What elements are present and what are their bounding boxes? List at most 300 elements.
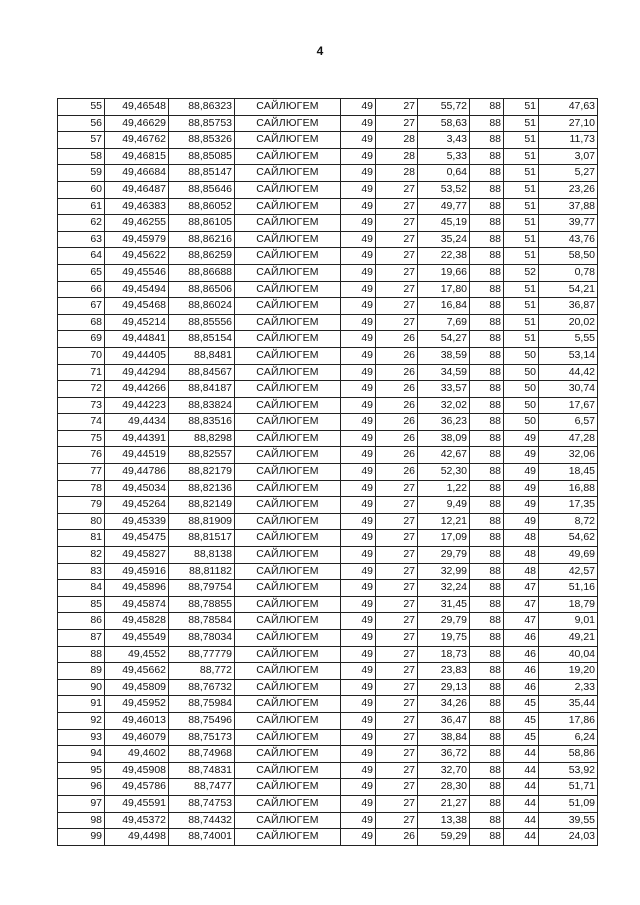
lon-deg-cell: 88 bbox=[470, 132, 504, 149]
table-row bbox=[58, 447, 598, 464]
latitude-cell: 49,45809 bbox=[105, 679, 169, 696]
area-name-cell: САЙЛЮГЕМ bbox=[235, 779, 341, 796]
lon-sec-cell: 54,62 bbox=[539, 530, 598, 547]
table-row bbox=[58, 132, 598, 149]
area-name-cell: САЙЛЮГЕМ bbox=[235, 331, 341, 348]
lon-deg-cell: 88 bbox=[470, 812, 504, 829]
lon-deg-cell: 88 bbox=[470, 447, 504, 464]
point-number-cell: 55 bbox=[58, 99, 105, 116]
lon-sec-cell: 8,72 bbox=[539, 513, 598, 530]
lat-min-cell: 26 bbox=[376, 414, 418, 431]
lat-min-cell: 27 bbox=[376, 663, 418, 680]
latitude-cell: 49,4552 bbox=[105, 646, 169, 663]
lat-sec-cell: 29,79 bbox=[418, 547, 470, 564]
lon-sec-cell: 19,20 bbox=[539, 663, 598, 680]
lon-deg-cell: 88 bbox=[470, 679, 504, 696]
area-name-cell: САЙЛЮГЕМ bbox=[235, 663, 341, 680]
longitude-cell: 88,78584 bbox=[169, 613, 235, 630]
lon-min-cell: 51 bbox=[504, 331, 539, 348]
lon-sec-cell: 16,88 bbox=[539, 480, 598, 497]
latitude-cell: 49,45874 bbox=[105, 596, 169, 613]
area-name-cell: САЙЛЮГЕМ bbox=[235, 165, 341, 182]
lat-sec-cell: 21,27 bbox=[418, 795, 470, 812]
lat-sec-cell: 12,21 bbox=[418, 513, 470, 530]
point-number-cell: 82 bbox=[58, 547, 105, 564]
lat-min-cell: 27 bbox=[376, 530, 418, 547]
lat-min-cell: 28 bbox=[376, 132, 418, 149]
table-row bbox=[58, 430, 598, 447]
lat-min-cell: 26 bbox=[376, 464, 418, 481]
lon-deg-cell: 88 bbox=[470, 148, 504, 165]
lon-min-cell: 51 bbox=[504, 99, 539, 116]
lon-deg-cell: 88 bbox=[470, 729, 504, 746]
point-number-cell: 80 bbox=[58, 513, 105, 530]
lon-min-cell: 48 bbox=[504, 530, 539, 547]
lat-deg-cell: 49 bbox=[341, 646, 376, 663]
lat-min-cell: 27 bbox=[376, 630, 418, 647]
point-number-cell: 83 bbox=[58, 563, 105, 580]
table-row bbox=[58, 547, 598, 564]
lat-min-cell: 27 bbox=[376, 613, 418, 630]
lon-deg-cell: 88 bbox=[470, 712, 504, 729]
lat-sec-cell: 38,59 bbox=[418, 347, 470, 364]
area-name-cell: САЙЛЮГЕМ bbox=[235, 464, 341, 481]
longitude-cell: 88,81182 bbox=[169, 563, 235, 580]
latitude-cell: 49,46548 bbox=[105, 99, 169, 116]
lon-min-cell: 51 bbox=[504, 148, 539, 165]
lat-sec-cell: 36,47 bbox=[418, 712, 470, 729]
lat-deg-cell: 49 bbox=[341, 696, 376, 713]
longitude-cell: 88,86259 bbox=[169, 248, 235, 265]
lon-deg-cell: 88 bbox=[470, 696, 504, 713]
lat-sec-cell: 42,67 bbox=[418, 447, 470, 464]
lat-sec-cell: 18,73 bbox=[418, 646, 470, 663]
lat-sec-cell: 53,52 bbox=[418, 181, 470, 198]
table-row bbox=[58, 148, 598, 165]
point-number-cell: 95 bbox=[58, 762, 105, 779]
lat-deg-cell: 49 bbox=[341, 530, 376, 547]
lat-sec-cell: 34,59 bbox=[418, 364, 470, 381]
area-name-cell: САЙЛЮГЕМ bbox=[235, 397, 341, 414]
point-number-cell: 87 bbox=[58, 630, 105, 647]
lon-sec-cell: 11,73 bbox=[539, 132, 598, 149]
longitude-cell: 88,85646 bbox=[169, 181, 235, 198]
lon-sec-cell: 18,45 bbox=[539, 464, 598, 481]
lon-sec-cell: 47,63 bbox=[539, 99, 598, 116]
lat-deg-cell: 49 bbox=[341, 148, 376, 165]
lon-min-cell: 45 bbox=[504, 712, 539, 729]
table-row bbox=[58, 563, 598, 580]
area-name-cell: САЙЛЮГЕМ bbox=[235, 812, 341, 829]
lon-deg-cell: 88 bbox=[470, 314, 504, 331]
area-name-cell: САЙЛЮГЕМ bbox=[235, 364, 341, 381]
lon-min-cell: 47 bbox=[504, 596, 539, 613]
lon-min-cell: 50 bbox=[504, 397, 539, 414]
lat-sec-cell: 32,24 bbox=[418, 580, 470, 597]
lat-deg-cell: 49 bbox=[341, 480, 376, 497]
lat-min-cell: 27 bbox=[376, 231, 418, 248]
lon-sec-cell: 27,10 bbox=[539, 115, 598, 132]
lon-deg-cell: 88 bbox=[470, 165, 504, 182]
latitude-cell: 49,45827 bbox=[105, 547, 169, 564]
table-row bbox=[58, 99, 598, 116]
lon-sec-cell: 18,79 bbox=[539, 596, 598, 613]
lon-deg-cell: 88 bbox=[470, 281, 504, 298]
lon-min-cell: 46 bbox=[504, 679, 539, 696]
point-number-cell: 61 bbox=[58, 198, 105, 215]
longitude-cell: 88,74001 bbox=[169, 829, 235, 846]
lon-sec-cell: 58,50 bbox=[539, 248, 598, 265]
area-name-cell: САЙЛЮГЕМ bbox=[235, 181, 341, 198]
lat-min-cell: 27 bbox=[376, 696, 418, 713]
table-row bbox=[58, 397, 598, 414]
lat-sec-cell: 36,23 bbox=[418, 414, 470, 431]
lat-deg-cell: 49 bbox=[341, 679, 376, 696]
area-name-cell: САЙЛЮГЕМ bbox=[235, 729, 341, 746]
lat-deg-cell: 49 bbox=[341, 497, 376, 514]
lon-min-cell: 44 bbox=[504, 762, 539, 779]
area-name-cell: САЙЛЮГЕМ bbox=[235, 264, 341, 281]
lon-deg-cell: 88 bbox=[470, 663, 504, 680]
area-name-cell: САЙЛЮГЕМ bbox=[235, 746, 341, 763]
lon-min-cell: 51 bbox=[504, 165, 539, 182]
table-row bbox=[58, 181, 598, 198]
area-name-cell: САЙЛЮГЕМ bbox=[235, 115, 341, 132]
point-number-cell: 89 bbox=[58, 663, 105, 680]
table-row bbox=[58, 248, 598, 265]
lat-sec-cell: 22,38 bbox=[418, 248, 470, 265]
area-name-cell: САЙЛЮГЕМ bbox=[235, 347, 341, 364]
lat-min-cell: 27 bbox=[376, 264, 418, 281]
longitude-cell: 88,85556 bbox=[169, 314, 235, 331]
lat-deg-cell: 49 bbox=[341, 132, 376, 149]
lon-sec-cell: 5,55 bbox=[539, 331, 598, 348]
point-number-cell: 62 bbox=[58, 215, 105, 232]
area-name-cell: САЙЛЮГЕМ bbox=[235, 215, 341, 232]
lat-deg-cell: 49 bbox=[341, 414, 376, 431]
lon-min-cell: 51 bbox=[504, 298, 539, 315]
lon-deg-cell: 88 bbox=[470, 181, 504, 198]
lat-min-cell: 27 bbox=[376, 762, 418, 779]
lon-deg-cell: 88 bbox=[470, 248, 504, 265]
latitude-cell: 49,46815 bbox=[105, 148, 169, 165]
latitude-cell: 49,45952 bbox=[105, 696, 169, 713]
point-number-cell: 97 bbox=[58, 795, 105, 812]
lon-sec-cell: 17,86 bbox=[539, 712, 598, 729]
lat-deg-cell: 49 bbox=[341, 464, 376, 481]
area-name-cell: САЙЛЮГЕМ bbox=[235, 198, 341, 215]
lon-sec-cell: 5,27 bbox=[539, 165, 598, 182]
lon-deg-cell: 88 bbox=[470, 298, 504, 315]
lon-sec-cell: 39,77 bbox=[539, 215, 598, 232]
latitude-cell: 49,45979 bbox=[105, 231, 169, 248]
longitude-cell: 88,86688 bbox=[169, 264, 235, 281]
lat-deg-cell: 49 bbox=[341, 198, 376, 215]
lon-deg-cell: 88 bbox=[470, 630, 504, 647]
lat-deg-cell: 49 bbox=[341, 447, 376, 464]
lon-sec-cell: 53,92 bbox=[539, 762, 598, 779]
lon-sec-cell: 6,24 bbox=[539, 729, 598, 746]
point-number-cell: 70 bbox=[58, 347, 105, 364]
latitude-cell: 49,45549 bbox=[105, 630, 169, 647]
lat-sec-cell: 23,83 bbox=[418, 663, 470, 680]
area-name-cell: САЙЛЮГЕМ bbox=[235, 646, 341, 663]
latitude-cell: 49,44266 bbox=[105, 381, 169, 398]
lat-min-cell: 26 bbox=[376, 397, 418, 414]
lat-deg-cell: 49 bbox=[341, 613, 376, 630]
area-name-cell: САЙЛЮГЕМ bbox=[235, 430, 341, 447]
lat-deg-cell: 49 bbox=[341, 364, 376, 381]
longitude-cell: 88,74968 bbox=[169, 746, 235, 763]
lat-deg-cell: 49 bbox=[341, 264, 376, 281]
lat-deg-cell: 49 bbox=[341, 812, 376, 829]
lon-min-cell: 49 bbox=[504, 497, 539, 514]
lat-min-cell: 27 bbox=[376, 563, 418, 580]
lat-min-cell: 27 bbox=[376, 746, 418, 763]
lon-deg-cell: 88 bbox=[470, 746, 504, 763]
table-row bbox=[58, 613, 598, 630]
longitude-cell: 88,8298 bbox=[169, 430, 235, 447]
lat-sec-cell: 31,45 bbox=[418, 596, 470, 613]
lat-deg-cell: 49 bbox=[341, 331, 376, 348]
lat-sec-cell: 32,02 bbox=[418, 397, 470, 414]
lat-min-cell: 27 bbox=[376, 580, 418, 597]
lat-min-cell: 27 bbox=[376, 115, 418, 132]
longitude-cell: 88,74831 bbox=[169, 762, 235, 779]
latitude-cell: 49,44391 bbox=[105, 430, 169, 447]
area-name-cell: САЙЛЮГЕМ bbox=[235, 630, 341, 647]
lon-deg-cell: 88 bbox=[470, 547, 504, 564]
latitude-cell: 49,44786 bbox=[105, 464, 169, 481]
point-number-cell: 98 bbox=[58, 812, 105, 829]
lon-min-cell: 47 bbox=[504, 613, 539, 630]
lat-deg-cell: 49 bbox=[341, 181, 376, 198]
area-name-cell: САЙЛЮГЕМ bbox=[235, 530, 341, 547]
point-number-cell: 69 bbox=[58, 331, 105, 348]
lon-sec-cell: 53,14 bbox=[539, 347, 598, 364]
lat-deg-cell: 49 bbox=[341, 430, 376, 447]
area-name-cell: САЙЛЮГЕМ bbox=[235, 148, 341, 165]
table-body bbox=[58, 99, 598, 846]
lon-sec-cell: 3,07 bbox=[539, 148, 598, 165]
lat-min-cell: 27 bbox=[376, 795, 418, 812]
lon-min-cell: 44 bbox=[504, 829, 539, 846]
longitude-cell: 88,86506 bbox=[169, 281, 235, 298]
longitude-cell: 88,7477 bbox=[169, 779, 235, 796]
longitude-cell: 88,75496 bbox=[169, 712, 235, 729]
point-number-cell: 85 bbox=[58, 596, 105, 613]
latitude-cell: 49,4498 bbox=[105, 829, 169, 846]
lon-deg-cell: 88 bbox=[470, 513, 504, 530]
longitude-cell: 88,83824 bbox=[169, 397, 235, 414]
table-row bbox=[58, 381, 598, 398]
point-number-cell: 64 bbox=[58, 248, 105, 265]
lat-deg-cell: 49 bbox=[341, 746, 376, 763]
point-number-cell: 96 bbox=[58, 779, 105, 796]
latitude-cell: 49,4434 bbox=[105, 414, 169, 431]
longitude-cell: 88,85147 bbox=[169, 165, 235, 182]
lon-min-cell: 45 bbox=[504, 729, 539, 746]
lon-sec-cell: 42,57 bbox=[539, 563, 598, 580]
longitude-cell: 88,86323 bbox=[169, 99, 235, 116]
latitude-cell: 49,45828 bbox=[105, 613, 169, 630]
table-row bbox=[58, 513, 598, 530]
lat-min-cell: 27 bbox=[376, 298, 418, 315]
table-row bbox=[58, 746, 598, 763]
longitude-cell: 88,75173 bbox=[169, 729, 235, 746]
lat-sec-cell: 54,27 bbox=[418, 331, 470, 348]
lat-sec-cell: 29,79 bbox=[418, 613, 470, 630]
lon-sec-cell: 35,44 bbox=[539, 696, 598, 713]
table-row bbox=[58, 712, 598, 729]
lon-deg-cell: 88 bbox=[470, 497, 504, 514]
point-number-cell: 76 bbox=[58, 447, 105, 464]
longitude-cell: 88,86105 bbox=[169, 215, 235, 232]
table-row bbox=[58, 414, 598, 431]
table-row bbox=[58, 298, 598, 315]
area-name-cell: САЙЛЮГЕМ bbox=[235, 829, 341, 846]
lat-deg-cell: 49 bbox=[341, 99, 376, 116]
lon-deg-cell: 88 bbox=[470, 762, 504, 779]
lat-deg-cell: 49 bbox=[341, 513, 376, 530]
latitude-cell: 49,45622 bbox=[105, 248, 169, 265]
point-number-cell: 81 bbox=[58, 530, 105, 547]
lon-min-cell: 50 bbox=[504, 414, 539, 431]
lon-min-cell: 44 bbox=[504, 779, 539, 796]
lon-deg-cell: 88 bbox=[470, 231, 504, 248]
latitude-cell: 49,45214 bbox=[105, 314, 169, 331]
table-row bbox=[58, 281, 598, 298]
point-number-cell: 77 bbox=[58, 464, 105, 481]
lat-deg-cell: 49 bbox=[341, 779, 376, 796]
area-name-cell: САЙЛЮГЕМ bbox=[235, 762, 341, 779]
longitude-cell: 88,85753 bbox=[169, 115, 235, 132]
longitude-cell: 88,8481 bbox=[169, 347, 235, 364]
lon-deg-cell: 88 bbox=[470, 215, 504, 232]
area-name-cell: САЙЛЮГЕМ bbox=[235, 547, 341, 564]
lon-min-cell: 47 bbox=[504, 580, 539, 597]
lon-sec-cell: 51,16 bbox=[539, 580, 598, 597]
table-row bbox=[58, 795, 598, 812]
lat-deg-cell: 49 bbox=[341, 248, 376, 265]
lon-min-cell: 51 bbox=[504, 132, 539, 149]
table-row bbox=[58, 165, 598, 182]
lat-deg-cell: 49 bbox=[341, 397, 376, 414]
lat-sec-cell: 17,80 bbox=[418, 281, 470, 298]
lat-min-cell: 27 bbox=[376, 181, 418, 198]
lon-sec-cell: 23,26 bbox=[539, 181, 598, 198]
longitude-cell: 88,82179 bbox=[169, 464, 235, 481]
lon-sec-cell: 32,06 bbox=[539, 447, 598, 464]
area-name-cell: САЙЛЮГЕМ bbox=[235, 132, 341, 149]
longitude-cell: 88,86052 bbox=[169, 198, 235, 215]
latitude-cell: 49,45264 bbox=[105, 497, 169, 514]
longitude-cell: 88,84567 bbox=[169, 364, 235, 381]
longitude-cell: 88,82557 bbox=[169, 447, 235, 464]
lon-sec-cell: 2,33 bbox=[539, 679, 598, 696]
latitude-cell: 49,45475 bbox=[105, 530, 169, 547]
area-name-cell: САЙЛЮГЕМ bbox=[235, 696, 341, 713]
lat-sec-cell: 29,13 bbox=[418, 679, 470, 696]
lat-min-cell: 26 bbox=[376, 331, 418, 348]
lon-min-cell: 48 bbox=[504, 547, 539, 564]
longitude-cell: 88,84187 bbox=[169, 381, 235, 398]
lon-deg-cell: 88 bbox=[470, 115, 504, 132]
lon-min-cell: 51 bbox=[504, 248, 539, 265]
lon-min-cell: 48 bbox=[504, 563, 539, 580]
area-name-cell: САЙЛЮГЕМ bbox=[235, 248, 341, 265]
lat-deg-cell: 49 bbox=[341, 795, 376, 812]
area-name-cell: САЙЛЮГЕМ bbox=[235, 795, 341, 812]
longitude-cell: 88,78034 bbox=[169, 630, 235, 647]
lat-deg-cell: 49 bbox=[341, 298, 376, 315]
longitude-cell: 88,74753 bbox=[169, 795, 235, 812]
lat-min-cell: 27 bbox=[376, 547, 418, 564]
lat-sec-cell: 19,75 bbox=[418, 630, 470, 647]
lat-deg-cell: 49 bbox=[341, 314, 376, 331]
lat-min-cell: 27 bbox=[376, 99, 418, 116]
page-number: 4 bbox=[316, 44, 324, 58]
lon-deg-cell: 88 bbox=[470, 99, 504, 116]
point-number-cell: 73 bbox=[58, 397, 105, 414]
lon-sec-cell: 20,02 bbox=[539, 314, 598, 331]
lon-sec-cell: 17,35 bbox=[539, 497, 598, 514]
lat-sec-cell: 19,66 bbox=[418, 264, 470, 281]
lon-min-cell: 51 bbox=[504, 281, 539, 298]
table-row bbox=[58, 663, 598, 680]
lat-min-cell: 27 bbox=[376, 779, 418, 796]
lat-deg-cell: 49 bbox=[341, 712, 376, 729]
lon-min-cell: 51 bbox=[504, 231, 539, 248]
lon-sec-cell: 9,01 bbox=[539, 613, 598, 630]
longitude-cell: 88,85326 bbox=[169, 132, 235, 149]
table-row bbox=[58, 314, 598, 331]
lat-min-cell: 26 bbox=[376, 829, 418, 846]
lon-deg-cell: 88 bbox=[470, 563, 504, 580]
lat-min-cell: 27 bbox=[376, 729, 418, 746]
point-number-cell: 66 bbox=[58, 281, 105, 298]
lat-sec-cell: 17,09 bbox=[418, 530, 470, 547]
lat-min-cell: 27 bbox=[376, 513, 418, 530]
lon-min-cell: 51 bbox=[504, 115, 539, 132]
table-row bbox=[58, 696, 598, 713]
lon-min-cell: 49 bbox=[504, 447, 539, 464]
point-number-cell: 93 bbox=[58, 729, 105, 746]
lat-sec-cell: 45,19 bbox=[418, 215, 470, 232]
lon-deg-cell: 88 bbox=[470, 464, 504, 481]
point-number-cell: 63 bbox=[58, 231, 105, 248]
lon-deg-cell: 88 bbox=[470, 646, 504, 663]
lon-deg-cell: 88 bbox=[470, 596, 504, 613]
lat-deg-cell: 49 bbox=[341, 580, 376, 597]
longitude-cell: 88,78855 bbox=[169, 596, 235, 613]
table-row bbox=[58, 596, 598, 613]
lon-sec-cell: 49,21 bbox=[539, 630, 598, 647]
lat-sec-cell: 16,84 bbox=[418, 298, 470, 315]
lon-deg-cell: 88 bbox=[470, 397, 504, 414]
lat-sec-cell: 3,43 bbox=[418, 132, 470, 149]
lon-min-cell: 46 bbox=[504, 663, 539, 680]
latitude-cell: 49,46762 bbox=[105, 132, 169, 149]
table-row bbox=[58, 347, 598, 364]
area-name-cell: САЙЛЮГЕМ bbox=[235, 563, 341, 580]
coordinates-table bbox=[57, 98, 598, 846]
lat-min-cell: 26 bbox=[376, 381, 418, 398]
lat-min-cell: 27 bbox=[376, 314, 418, 331]
lat-deg-cell: 49 bbox=[341, 165, 376, 182]
area-name-cell: САЙЛЮГЕМ bbox=[235, 381, 341, 398]
longitude-cell: 88,82136 bbox=[169, 480, 235, 497]
